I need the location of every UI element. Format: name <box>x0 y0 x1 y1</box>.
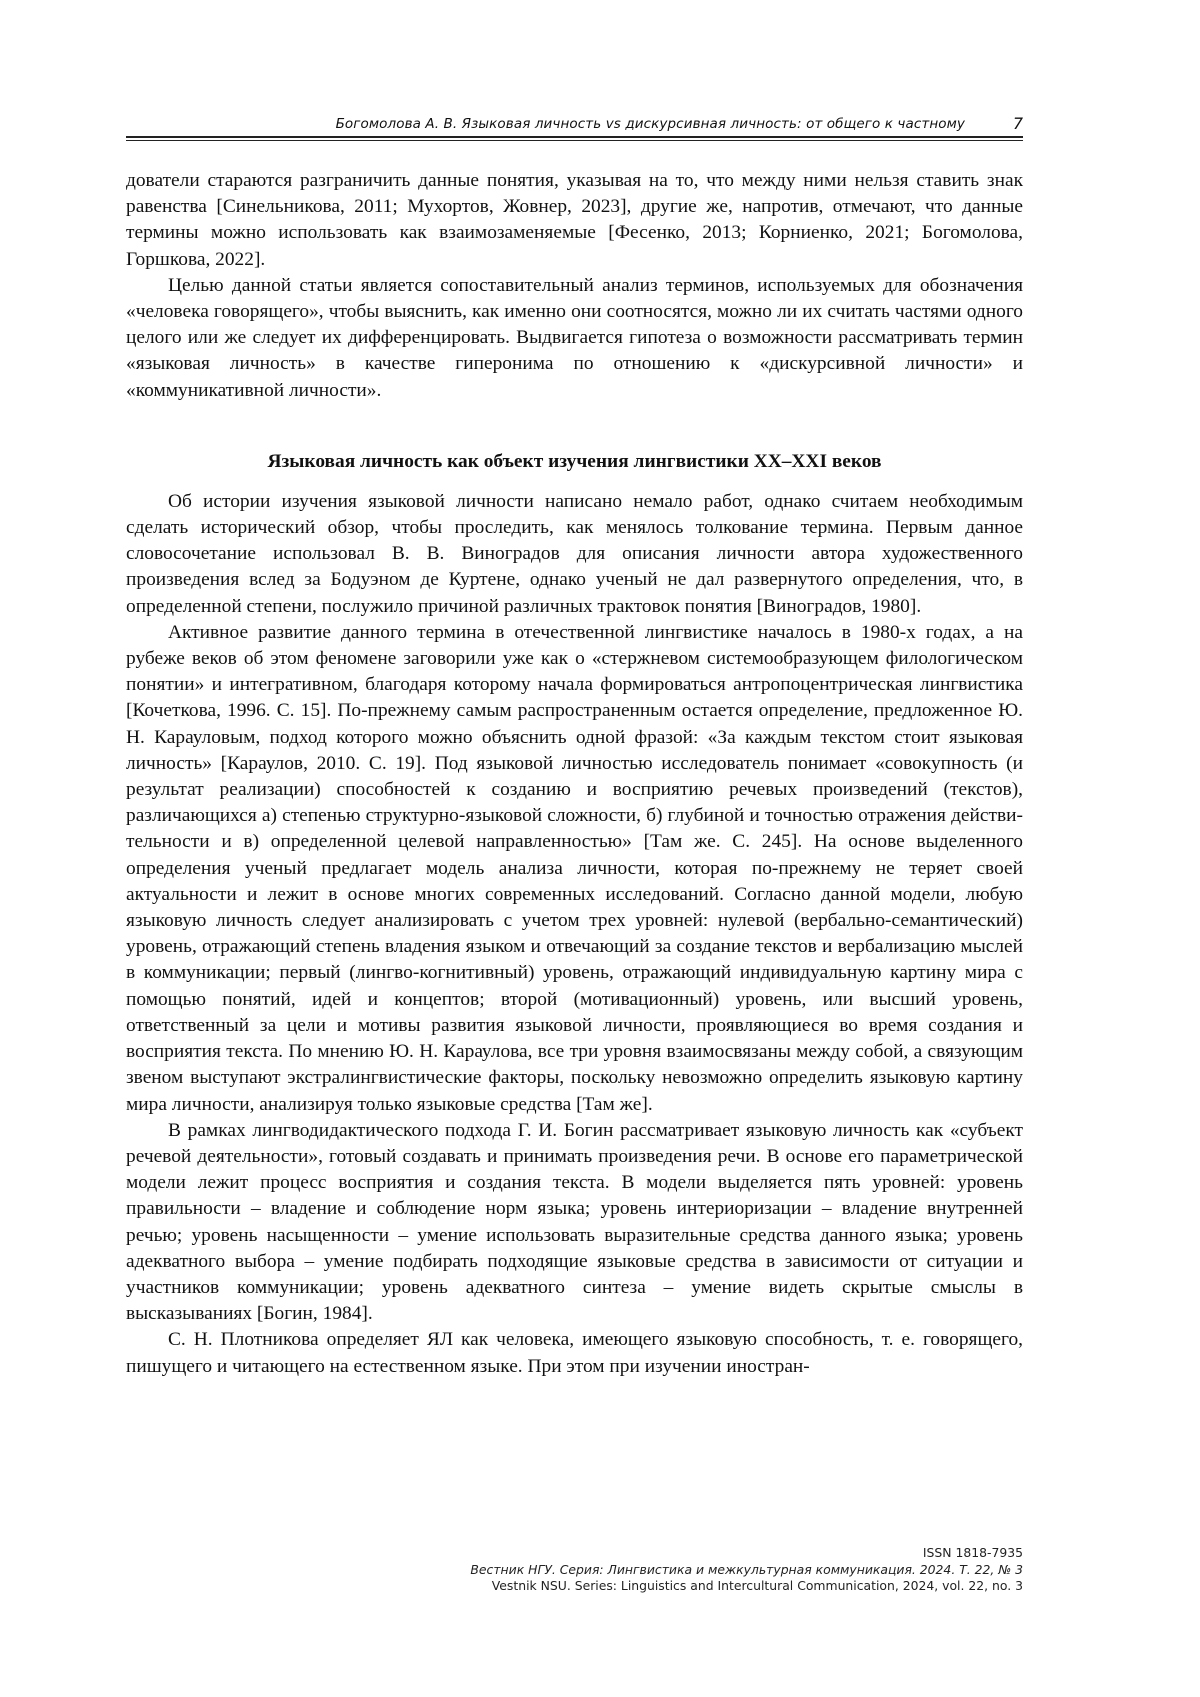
page-number: 7 <box>1012 114 1023 133</box>
running-header <box>126 112 1023 136</box>
paragraph: дователи стараются разграничить данные понятия, указывая на то, что между ними нельзя ставить знак равенства [Синельникова, 2011; Мухортов, Жовнер, 2023], другие же, напротив, отмечают, что данные термины можно использовать как взаимозаменяемые [Фесенко, 2013; Корниенко, 2021; Богомолова, Горшкова, 2022]. <box>126 170 1023 270</box>
issn: ISSN 1818-7935 <box>922 1545 1023 1560</box>
article-body <box>126 168 1023 1380</box>
paragraph: Об истории изучения языковой личности написано немало работ, однако считаем необходимым сделать исторический обзор, чтобы проследить, как менялось толкование термина. Первым данное словосочетание использовал В. В. Виноградов для описания личности автора художественного произведения вслед за Бодуэном де Куртене, однако ученый не дал развернутого определения, что, в определенной степени, послужило причиной различных трактовок понятия [Виноградов, 1980]. <box>126 490 1023 617</box>
paragraph: Активное развитие данного термина в отечественной лингвистике началось в 1980-х годах, а на рубеже веков об этом феномене заговорили уже как о «стержневом системообразующем филологическом понятии» и интегративном, благодаря которому начала формироваться антропоцентрическая лингвистика [Кочеткова, 1996. С. 15]. По-прежнему самым распространенным остается определение, предложенное Ю. Н. Карауловым, подход которого можно объяснить одной фразой: «За каждым текстом стоит языковая личность» [Караулов, 2010. С. 19]. Под языковой личностью исследователь понимает «совокупность (и результат реализации) способностей к созданию и восприятию речевых произведений (текстов), различающихся а) степенью структурно-языковой сложности, б) глубиной и точностью отражения действительности и в) определенной целевой направленностью» [Там же. С. 245]. На основе выделенного определения ученый предлагает модель анализа личности, которая по-прежнему не теряет своей актуальности и лежит в основе многих современных исследований. Согласно данной модели, любую языковую личность следует анализировать с учетом трех уровней: нулевой (вербально-семантический) уровень, отражающий степень владения языком и отвечающий за создание текстов и вербализацию мыслей в коммуникации; первый (лингво-когнитивный) уровень, отражающий индивидуальную картину мира с помощью понятий, идей и концептов; второй (мотивационный) уровень, или высший уровень, ответственный за цели и мотивы развития языковой личности, проявляющиеся во время создания и восприятия текста. По мнению Ю. Н. Караулова, все три уровня взаимосвязаны между собой, а связующим звеном выступают экстралингвистические факторы, поскольку невозможно определить языковую картину мира личности, анализируя только языковые средства [Там же]. <box>126 621 1023 1115</box>
journal-name-en: Vestnik NSU. Series: Linguistics and Intercultural Communication, 2024, vol. 22, no. 3 <box>491 1578 1023 1594</box>
header-rule-thin <box>126 140 1023 141</box>
paragraph: С. Н. Плотникова определяет ЯЛ как человека, имеющего языковую способность, т. е. говорящего, пишущего и читающего на естественном языке. При этом при изучении иностран- <box>126 1329 1023 1377</box>
running-title: Богомолова А. В. Языковая личность vs дискурсивная личность: от общего к частному <box>335 116 965 132</box>
page-footer <box>470 1545 1023 1595</box>
paragraph: Целью данной статьи является сопоставительный анализ терминов, используемых для обозначения «человека говорящего», чтобы выяснить, как именно они соотносятся, можно ли их считать частями одного целого или же следует их дифференцировать. Выдвигается гипотеза о возможности рассматривать термин «языковая личность» в качестве гиперонима по отношению к «дискурсивной личности» и «коммуникативной личности». <box>126 274 1023 401</box>
header-rule-thick <box>126 136 1023 138</box>
paragraph: В рамках лингводидактического подхода Г. И. Богин рассматривает языковую личность как «субъект речевой деятельности», готовый создавать и принимать произведения речи. В основе его параметрической модели лежит процесс восприятия и создания текста. В модели выделяется пять уровней: уровень правильности – владение и соблюдение норм языка; уровень интериоризации – владение внутренней речью; уровень насыщенности – умение использовать выразительные средства данного языка; уровень адекватного выбора – умение подбирать подходящие языковые средства в зависимости от ситуации и участников коммуникации; уровень адекватного синтеза – умение видеть скрытые смыслы в высказываниях [Богин, 1984]. <box>126 1119 1023 1325</box>
journal-name-ru: Вестник НГУ. Серия: Лингвистика и межкультурная коммуникация. 2024. Т. 22, № 3 <box>470 1561 1023 1577</box>
section-heading: Языковая личность как объект изучения лингвистики XX–XXI веков <box>267 450 882 472</box>
